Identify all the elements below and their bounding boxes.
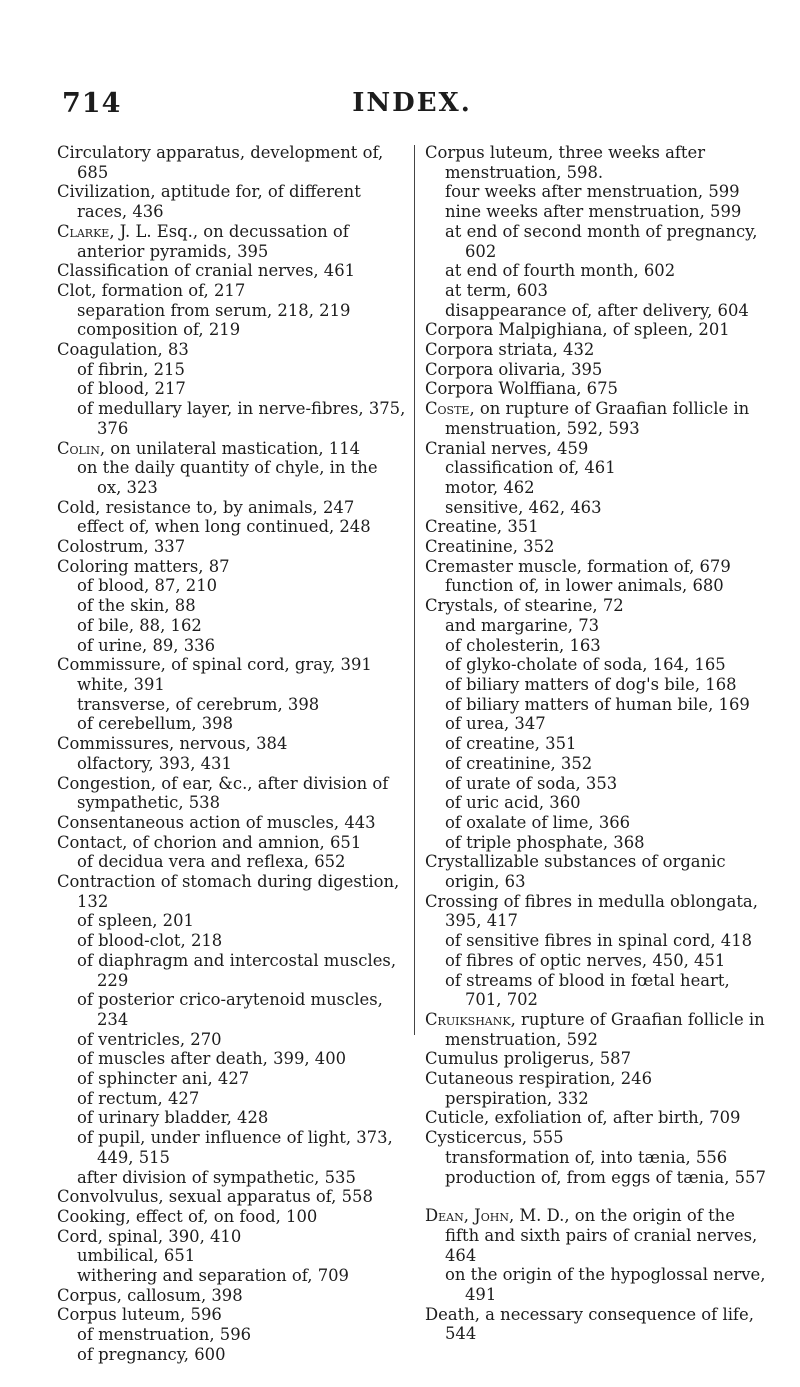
index-subentry: of creatine, 351: [445, 734, 577, 754]
index-entry: Cutaneous respiration, 246: [425, 1069, 653, 1089]
index-subentry: of streams of blood in fœtal heart, 701, 702: [445, 970, 730, 1010]
author-name: Clarke,: [57, 221, 115, 241]
index-subentry: composition of, 219: [77, 320, 241, 340]
index-subentry: of fibres of optic nerves, 450, 451: [445, 950, 726, 970]
index-subentry: motor, 462: [445, 477, 535, 497]
index-subentry: classification of, 461: [445, 458, 616, 478]
index-subentry: of sensitive fibres in spinal cord, 418: [445, 931, 753, 951]
index-subentry: production of, from eggs of tænia, 557: [445, 1167, 766, 1187]
index-subentry: nine weeks after menstruation, 599: [445, 202, 742, 222]
index-entry: Consentaneous action of muscles, 443: [57, 812, 376, 832]
author-name: Dean, John,: [425, 1206, 515, 1226]
index-entry: Corpus luteum, three weeks after menstruation, 598.: [425, 143, 706, 182]
index-subentry: of sphincter ani, 427: [77, 1069, 250, 1089]
index-column-left: [57, 143, 407, 1365]
index-subentry: of uric acid, 360: [445, 793, 581, 813]
index-subentry: of biliary matters of human bile, 169: [445, 694, 750, 714]
index-subentry: of pupil, under influence of light, 373, 449, 515: [77, 1128, 393, 1167]
index-subentry: and margarine, 73: [445, 615, 600, 635]
index-subentry: at term, 603: [445, 280, 548, 300]
index-entry: Coloring matters, 87: [57, 556, 230, 576]
index-entry: Cysticercus, 555: [425, 1128, 564, 1148]
index-subentry: umbilical, 651: [77, 1246, 196, 1266]
index-subentry: after division of sympathetic, 535: [77, 1167, 356, 1187]
index-subentry: of urinary bladder, 428: [77, 1108, 269, 1128]
index-subentry: perspiration, 332: [445, 1088, 589, 1108]
index-entry: Cord, spinal, 390, 410: [57, 1226, 242, 1246]
index-subentry: of menstruation, 596: [77, 1325, 252, 1345]
index-subentry: of urine, 89, 336: [77, 635, 216, 655]
index-subentry: of blood-clot, 218: [77, 931, 223, 951]
index-subentry: of rectum, 427: [77, 1088, 200, 1108]
author-name: Colin,: [57, 438, 106, 458]
index-entry: Corpora olivaria, 395: [425, 359, 603, 379]
index-subentry: of triple phosphate, 368: [445, 832, 645, 852]
index-subentry: of fibrin, 215: [77, 359, 185, 379]
index-entry: Corpora Wolffiana, 675: [425, 379, 618, 399]
index-subentry: of glyko-cholate of soda, 164, 165: [445, 655, 726, 675]
index-entry: Cruikshank, rupture of Graafian follicle in menstruation, 592: [425, 1009, 765, 1049]
index-entry: Clot, formation of, 217: [57, 280, 246, 300]
index-entry: Commissure, of spinal cord, gray, 391: [57, 655, 372, 675]
index-subentry: of the skin, 88: [77, 596, 196, 616]
index-subentry: of posterior crico-arytenoid muscles, 234: [77, 990, 383, 1029]
index-subentry: of urea, 347: [445, 714, 546, 734]
index-subentry: of oxalate of lime, 366: [445, 812, 631, 832]
index-subentry: of blood, 87, 210: [77, 576, 218, 596]
index-entry: Corpus, callosum, 398: [57, 1285, 243, 1305]
index-subentry: sensitive, 462, 463: [445, 497, 602, 517]
index-subentry: of ventricles, 270: [77, 1029, 222, 1049]
index-entry: Civilization, aptitude for, of different races, 436: [57, 182, 361, 222]
index-entry: Colin, on unilateral mastication, 114: [57, 438, 361, 458]
index-subentry: of urate of soda, 353: [445, 773, 618, 793]
index-subentry: of cerebellum, 398: [77, 714, 234, 734]
index-entry: Clarke, J. L. Esq., on decussation of anterior pyramids, 395: [57, 221, 349, 261]
index-entry: Crystallizable substances of organic origin, 63: [425, 852, 726, 892]
index-entry: Corpus luteum, 596: [57, 1305, 222, 1325]
index-entry: Creatinine, 352: [425, 537, 555, 557]
index-subentry: of decidua vera and reflexa, 652: [77, 852, 346, 872]
index-entry: Cremaster muscle, formation of, 679: [425, 556, 731, 576]
index-entry: Cranial nerves, 459: [425, 438, 589, 458]
index-entry: Cold, resistance to, by animals, 247: [57, 497, 355, 517]
index-entry: Death, a necessary consequence of life, 544: [425, 1304, 754, 1344]
index-subentry: separation from serum, 218, 219: [77, 300, 351, 320]
index-subentry: of creatinine, 352: [445, 753, 593, 773]
page-number: 714: [62, 88, 122, 119]
page-header: [62, 88, 762, 122]
index-subentry: disappearance of, after delivery, 604: [445, 300, 749, 320]
index-subentry: effect of, when long continued, 248: [77, 517, 371, 537]
index-subentry: olfactory, 393, 431: [77, 753, 232, 773]
index-subentry: of bile, 88, 162: [77, 615, 202, 635]
index-subentry: of spleen, 201: [77, 911, 194, 931]
index-entry: Colostrum, 337: [57, 537, 186, 557]
index-subentry: white, 391: [77, 674, 165, 694]
index-subentry: on the daily quantity of chyle, in the ox, 323: [77, 458, 378, 497]
index-entry: Contact, of chorion and amnion, 651: [57, 832, 362, 852]
column-divider: [414, 145, 415, 1035]
index-subentry: of pregnancy, 600: [77, 1344, 226, 1364]
author-name: Coste,: [425, 399, 475, 419]
index-subentry: four weeks after menstruation, 599: [445, 182, 740, 202]
index-subentry: transverse, of cerebrum, 398: [77, 694, 320, 714]
index-subentry: of biliary matters of dog's bile, 168: [445, 674, 737, 694]
index-entry: Classification of cranial nerves, 461: [57, 261, 356, 281]
index-subentry: at end of second month of pregnancy, 602: [445, 221, 758, 261]
index-subentry: of muscles after death, 399, 400: [77, 1049, 347, 1069]
index-entry: Corpora Malpighiana, of spleen, 201: [425, 320, 730, 340]
index-entry: Cumulus proligerus, 587: [425, 1049, 631, 1069]
index-subentry: of cholesterin, 163: [445, 635, 601, 655]
index-entry: Coste, on rupture of Graafian follicle in menstruation, 592, 593: [425, 399, 750, 438]
index-subentry: at end of fourth month, 602: [445, 261, 676, 281]
author-name: Cruikshank,: [425, 1009, 516, 1029]
index-entry: Dean, John, M. D., on the origin of the fifth and sixth pairs of cranial nerves, 464: [425, 1206, 758, 1265]
index-subentry: function of, in lower animals, 680: [445, 576, 724, 596]
index-subentry: on the origin of the hypoglossal nerve, 491: [445, 1265, 766, 1305]
index-entry: Contraction of stomach during digestion, 132: [57, 872, 400, 911]
index-entry: Crystals, of stearine, 72: [425, 596, 624, 616]
index-entry: Crossing of fibres in medulla oblongata, 395, 417: [425, 891, 758, 931]
index-entry: Congestion, of ear, &c., after division of sympathetic, 538: [57, 773, 389, 813]
index-entry: Convolvulus, sexual apparatus of, 558: [57, 1187, 373, 1207]
index-subentry: of medullary layer, in nerve-fibres, 375, 376: [77, 399, 406, 438]
index-entry: Cooking, effect of, on food, 100: [57, 1206, 318, 1226]
index-subentry: of blood, 217: [77, 379, 186, 399]
index-entry: Commissures, nervous, 384: [57, 734, 288, 754]
index-entry: Corpora striata, 432: [425, 340, 595, 360]
index-column-right: [425, 143, 770, 1344]
index-entry: Creatine, 351: [425, 517, 539, 537]
index-subentry: of diaphragm and intercostal muscles, 229: [77, 950, 397, 990]
index-subentry: withering and separation of, 709: [77, 1266, 349, 1286]
index-subentry: transformation of, into tænia, 556: [445, 1147, 728, 1167]
index-entry: Circulatory apparatus, development of, 685: [57, 143, 384, 182]
index-entry: Cuticle, exfoliation of, after birth, 709: [425, 1108, 741, 1128]
index-entry: Coagulation, 83: [57, 340, 189, 360]
page-title: INDEX.: [352, 88, 472, 118]
